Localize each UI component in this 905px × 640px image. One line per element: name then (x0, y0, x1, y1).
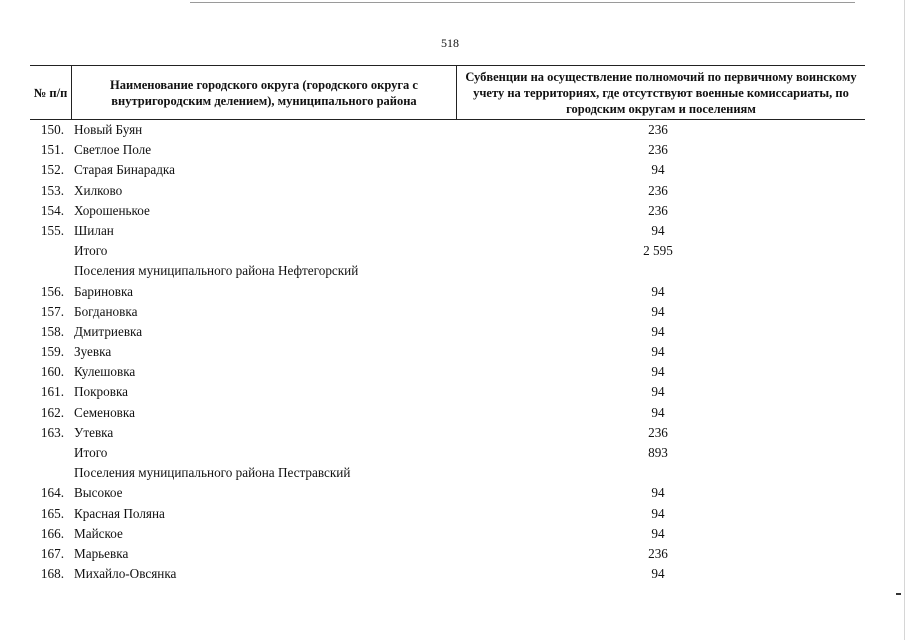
row-value: 94 (651, 303, 665, 319)
table-row (30, 423, 865, 443)
row-value (455, 463, 861, 483)
table-row (30, 120, 865, 140)
table-row (30, 201, 865, 221)
row-name: Итого (74, 445, 108, 460)
row-number: 166. (40, 525, 64, 541)
row-number: 157. (40, 303, 64, 319)
table-row (30, 362, 865, 382)
row-name: Богдановка (74, 303, 138, 319)
row-value: 94 (651, 384, 665, 400)
row-number: 167. (40, 545, 64, 561)
row-value: 94 (651, 323, 665, 339)
table-row (30, 443, 865, 463)
row-name: Хорошенькое (74, 202, 150, 218)
table-row (30, 181, 865, 201)
row-value: 236 (648, 545, 668, 561)
row-value: 236 (648, 122, 668, 137)
table-row (30, 483, 865, 503)
row-value: 893 (648, 445, 668, 460)
row-name: Зуевка (74, 344, 112, 360)
table-row (30, 544, 865, 564)
row-number: 152. (40, 162, 64, 178)
row-name: Михайло-Овсянка (74, 566, 177, 582)
top-rule (190, 2, 855, 3)
table-row (30, 463, 865, 483)
row-number (30, 443, 70, 463)
header-number: № п/п (30, 66, 72, 119)
row-number (30, 463, 70, 483)
row-number: 153. (40, 182, 64, 198)
row-number (30, 241, 70, 261)
row-number: 159. (40, 344, 64, 360)
row-number: 164. (40, 485, 64, 501)
row-name: Дмитриевка (74, 323, 143, 339)
table-row (30, 524, 865, 544)
row-number: 150. (40, 122, 64, 137)
row-value: 94 (651, 505, 665, 521)
row-name: Семеновка (74, 404, 135, 420)
table-body (30, 120, 865, 584)
table-row (30, 382, 865, 402)
row-number: 151. (40, 142, 64, 158)
margin-mark (896, 593, 901, 595)
table-header (30, 65, 865, 120)
table-row (30, 302, 865, 322)
row-number: 156. (40, 283, 64, 299)
row-value (455, 261, 861, 281)
table-row (30, 140, 865, 160)
row-number: 154. (40, 202, 64, 218)
row-value: 94 (651, 525, 665, 541)
row-value: 2 595 (643, 243, 673, 259)
table-row (30, 160, 865, 180)
row-name: Покровка (74, 384, 128, 400)
row-number: 165. (40, 505, 64, 521)
row-value: 236 (648, 182, 668, 198)
row-name: Марьевка (74, 545, 129, 561)
table-row (30, 342, 865, 362)
header-name: Наименование городского округа (городского округа с внутригородским делением), муниципального района (72, 66, 457, 119)
row-value: 94 (651, 162, 665, 178)
row-name: Светлое Поле (74, 142, 152, 158)
row-value: 94 (651, 222, 665, 238)
table-row (30, 221, 865, 241)
row-name: Новый Буян (74, 122, 143, 137)
row-name: Старая Бинарадка (74, 162, 175, 178)
table-row (30, 504, 865, 524)
row-value: 236 (648, 202, 668, 218)
row-value: 236 (648, 142, 668, 158)
row-number: 163. (40, 424, 64, 440)
header-subvention: Субвенции на осуществление полномочий по первичному воинскому учету на территориях, где отсутствуют военные комиссариаты, по городским округам и поселениям (465, 69, 857, 116)
table-row (30, 403, 865, 423)
table-row (30, 241, 865, 261)
row-name: Хилково (74, 182, 123, 198)
table-row (30, 261, 865, 281)
row-value: 94 (651, 344, 665, 360)
row-number (30, 261, 70, 281)
row-number: 158. (40, 323, 64, 339)
row-name: Поселения муниципального района Нефтегорский (74, 263, 359, 279)
table-row (30, 564, 865, 584)
row-number: 162. (40, 404, 64, 420)
row-value: 94 (651, 566, 665, 582)
row-number: 160. (40, 364, 64, 380)
row-name: Кулешовка (74, 364, 136, 380)
row-value: 236 (648, 424, 668, 440)
row-value: 94 (651, 404, 665, 420)
row-name: Шилан (74, 222, 114, 238)
row-value: 94 (651, 485, 665, 501)
row-name: Поселения муниципального района Пестравский (74, 465, 351, 481)
row-name: Утевка (74, 424, 114, 440)
row-name: Майское (74, 525, 123, 541)
row-name: Бариновка (74, 283, 134, 299)
row-name: Красная Поляна (74, 505, 165, 521)
table-row (30, 282, 865, 302)
row-name: Итого (74, 243, 108, 259)
row-value: 94 (651, 364, 665, 380)
page-number: 518 (441, 36, 459, 50)
row-number: 161. (40, 384, 64, 400)
row-number: 155. (40, 222, 64, 238)
table-row (30, 322, 865, 342)
row-value: 94 (651, 283, 665, 299)
row-name: Высокое (74, 485, 123, 501)
row-number: 168. (40, 566, 64, 582)
